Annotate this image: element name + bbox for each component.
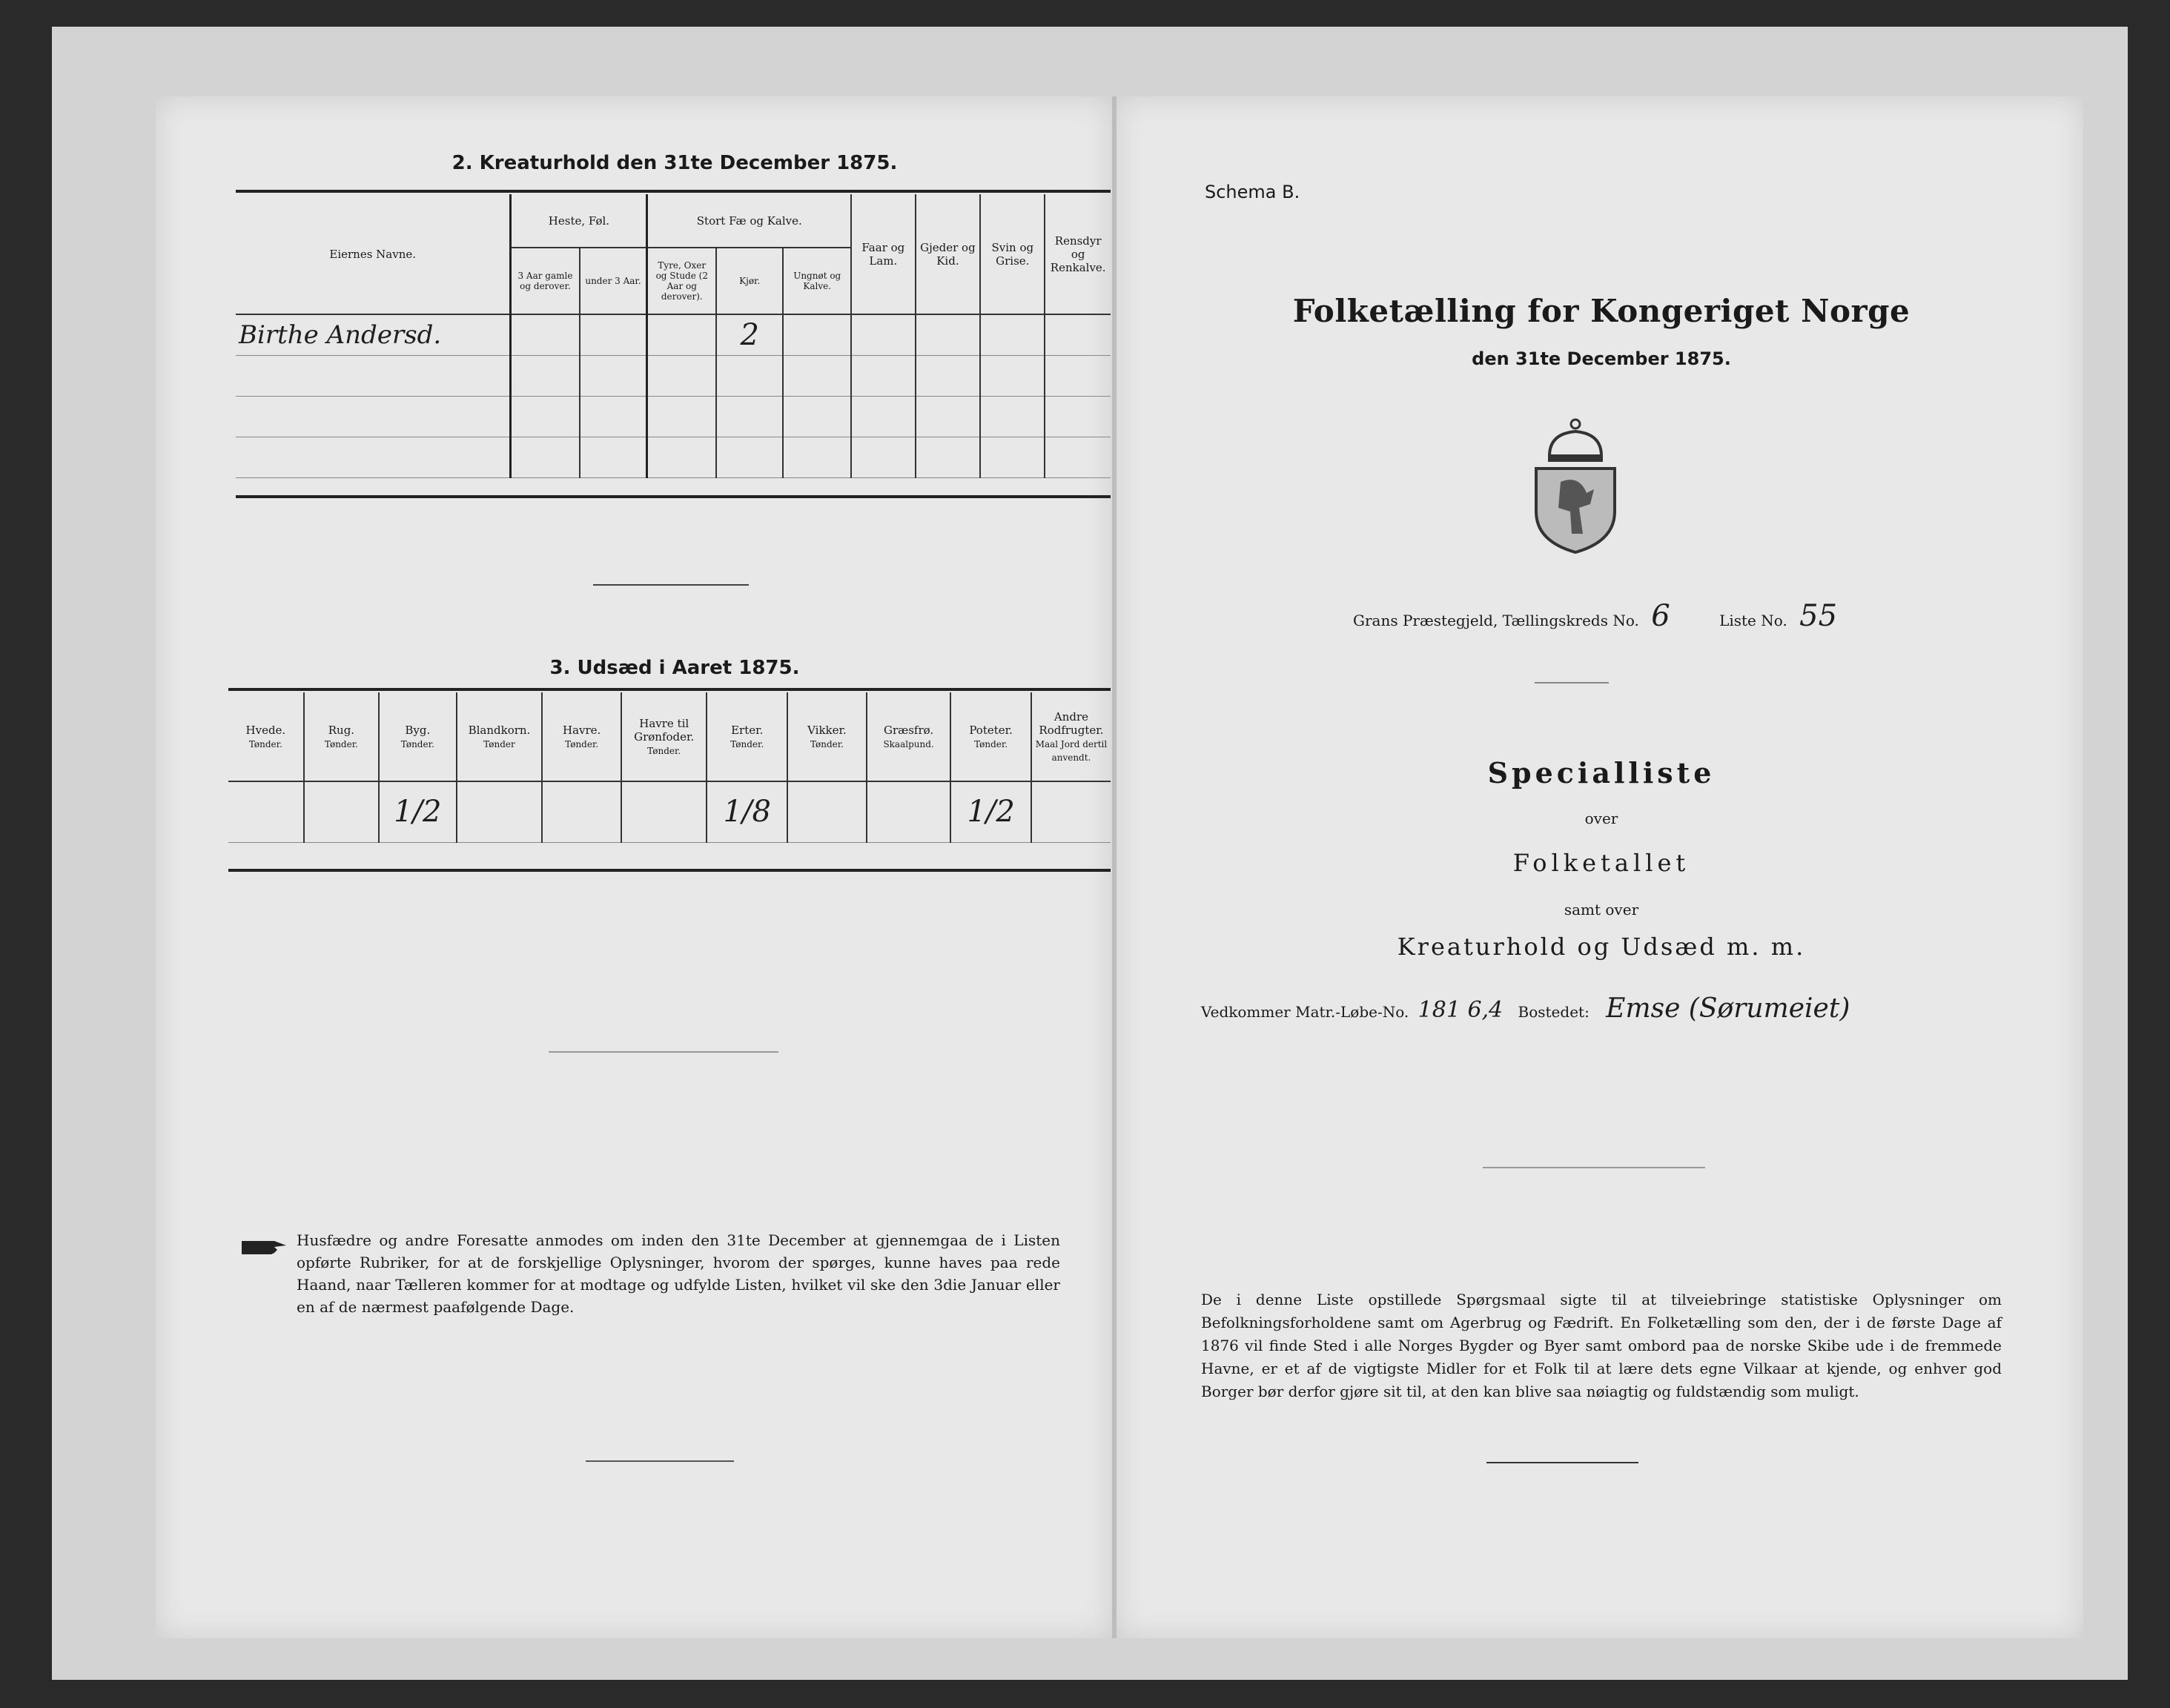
header-byg: Byg. [405,723,431,737]
bottom-rule [586,1460,734,1462]
page-fold [1112,96,1117,1638]
owner-name: Birthe Andersd. [239,320,442,350]
header-kjor: Kjør. [739,276,761,286]
header-vikker: Vikker. [807,723,847,737]
header-gjeder: Gjeder og Kid. [920,240,976,268]
table-row [236,314,1111,356]
table-row [228,781,1111,842]
pointing-hand-icon [242,1237,291,1259]
header-hvede: Hvede. [245,723,286,737]
liste-label: Liste No. [1719,612,1787,629]
specialliste-title: Specialliste [1487,756,1716,790]
matr-line [1201,993,1850,1024]
separator-rule [593,584,749,586]
matr-label: Vedkommer Matr.-Løbe-No. [1201,1003,1409,1021]
table-row [236,437,1111,478]
unit-rodfrugter: Maal Jord dertil anvendt. [1035,738,1108,763]
notice-text: Husfædre og andre Foresatte anmodes om inden den 31te December at gjennemgaa de i Listen opførte Rubriker, for at de forskjellige Oplysninger, hvorom der spørges, kunne haves paa rede Haand, naar Tælleren kommer for at modtage og udfylde Listen, hvilket vil ske den 3die Januar eller en af de nærmest paafølgende Dage. [297,1231,1060,1316]
header-tyre: Tyre, Oxer og Stude (2 Aar og derover). [655,260,708,302]
byg-value: 1/2 [394,795,442,830]
unit-rug: Tønder. [324,738,358,749]
header-poteter: Poteter. [969,723,1013,737]
section2-title: 2. Kreaturhold den 31te December 1875. [451,152,898,174]
header-ungnot: Ungnøt og Kalve. [793,271,841,291]
unit-byg: Tønder. [400,738,434,749]
samt-over-text: samt over [1564,901,1639,918]
main-date: den 31te December 1875. [1472,348,1731,369]
bosted-value: Emse (Sørumeiet) [1606,993,1850,1024]
header-rensdyr: Rensdyr og Renkalve. [1050,234,1106,274]
table2-top-rule [228,688,1111,691]
header-havre: Havre. [563,723,601,737]
unit-erter: Tønder. [730,738,764,749]
header-havre-gron: Havre til Grønfoder. [634,716,695,744]
header-stort: Stort Fæ og Kalve. [696,214,802,228]
unit-havre: Tønder. [565,738,599,749]
bosted-label: Bostedet: [1518,1003,1590,1021]
unit-blandkorn: Tønder [483,738,515,749]
header-faar: Faar og Lam. [861,240,905,268]
header-rodfrugter: Andre Rodfrugter. [1039,709,1104,737]
instructions-paragraph: De i denne Liste opstillede Spørgsmaal sigte til at tilveiebringe statistiske Oplysninger om Befolkningsforholdene samt om Agerbrug og Fædrift. En Folketælling som den, der i de første Dage af 1876 vil finde Sted i alle Norges Bygder og Byer samt ombord paa de norske Skibe ude i de fremmede Havne, er et af de vigtigste Midler for et Folk til at lære dets egne Vilkaar at kjende, og enhver god Borger bør derfor gjøre sit til, at den kan blive saa nøiagtig og fuldstændig som muligt. [1201,1291,2002,1400]
header-owner: Eiernes Navne. [329,247,417,261]
final-rule [1486,1462,1638,1463]
separator-rule-3 [1535,682,1609,683]
matr-number: 181 6,4 [1418,997,1504,1023]
header-svin: Svin og Grise. [991,240,1034,268]
main-title: Folketælling for Kongeriget Norge [1292,293,1911,329]
folketallet-title: Folketallet [1512,849,1690,877]
schema-label: Schema B. [1205,182,1300,202]
kreds-number: 6 [1651,599,1670,633]
table-row [236,397,1111,437]
header-heste-young: under 3 Aar. [585,276,641,286]
liste-number: 55 [1799,599,1838,633]
table-row [236,356,1111,397]
unit-graesfro: Skaalpund. [883,738,934,749]
over-text: over [1584,810,1618,827]
section3-title: 3. Udsæd i Aaret 1875. [549,657,800,679]
separator-rule-2 [549,1051,778,1053]
kjor-value: 2 [740,318,759,352]
header-graesfro: Græsfrø. [883,723,934,737]
table1-bottom-rule [236,495,1111,498]
coat-of-arms-icon [1527,415,1624,556]
erter-value: 1/8 [723,795,771,830]
unit-vikker: Tønder. [810,738,844,749]
header-heste-old: 3 Aar gamle og derover. [517,271,573,291]
header-rug: Rug. [328,723,355,737]
table2-bottom-rule [228,869,1111,872]
header-erter: Erter. [731,723,764,737]
header-blandkorn: Blandkorn. [468,723,531,737]
kreaturhold-table [236,194,1111,478]
kreaturhold-title: Kreaturhold og Udsæd m. m. [1397,933,1806,961]
udsaed-table [228,692,1111,843]
unit-poteter: Tønder. [974,738,1008,749]
prestegjeld-label: Grans Præstegjeld, Tællingskreds No. [1353,612,1639,629]
unit-hvede: Tønder. [248,738,282,749]
poteter-value: 1/2 [967,795,1015,830]
unit-havre-gron: Tønder. [647,745,681,756]
header-heste: Heste, Føl. [548,214,610,228]
separator-rule-4 [1483,1167,1705,1168]
prestegjeld-line [1353,599,1837,633]
table1-top-rule [236,190,1111,193]
